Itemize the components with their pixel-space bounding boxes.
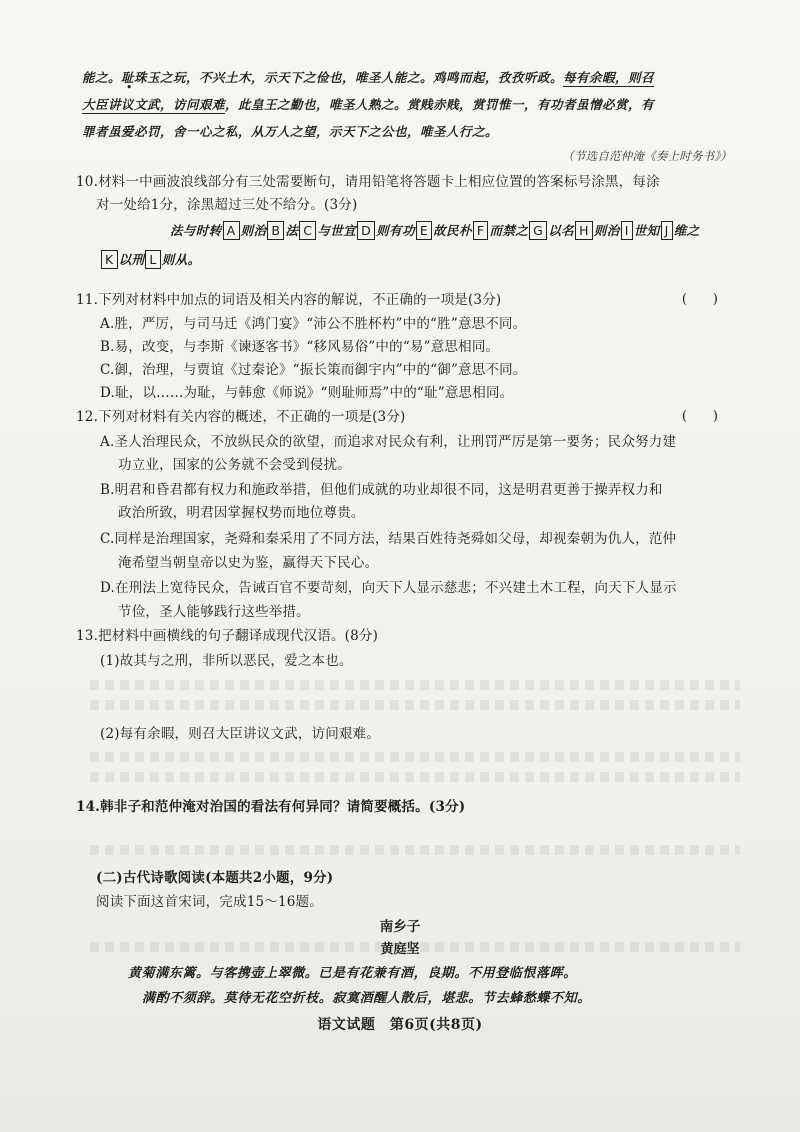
sentence-segment: 故民朴 [433, 223, 472, 238]
q11-option-d[interactable]: D.耻，以……为耻，与韩愈《师说》“则耻师焉”中的“耻”意思相同。 [100, 385, 514, 401]
passage-text: 珠玉之玩，不兴土木，示天下之俭也，唯圣人能之。鸡鸣而起，孜孜听政。 [134, 70, 564, 85]
answer-box-k[interactable]: K [101, 250, 118, 269]
sentence-segment: 则治 [240, 223, 267, 238]
passage-line-2 [82, 95, 654, 113]
passage-text: ，此皇王之勤也，唯圣人熟之。赏贱赤贱，赏罚惟一，有功者虽憎必赏，有 [225, 97, 655, 112]
q11-answer-blank[interactable]: ( ) [681, 292, 718, 307]
poem-title: 南乡子 [379, 919, 421, 935]
q13-sentence-2: (2)每有余暇，则召大臣讲议文武，访问艰难。 [100, 726, 381, 742]
page-footer: 语文试题 第6页(共8页) [317, 1017, 483, 1033]
bleed-through [90, 772, 740, 782]
q12-answer-blank[interactable]: ( ) [681, 409, 718, 424]
sentence-segment: 以刑 [118, 252, 145, 267]
bleed-through [90, 700, 740, 710]
answer-box-i[interactable]: I [621, 221, 633, 240]
sentence-segment: 而禁之 [489, 223, 529, 238]
q12-option-b[interactable]: B.明君和昏君都有权力和施政举措，但他们成就的功业却很不同，这是明君更善于操弄权力和 [100, 482, 663, 498]
answer-box-f[interactable]: F [473, 221, 489, 240]
section-2-intro: 阅读下面这首宋词，完成15～16题。 [96, 894, 323, 910]
q12-option-c[interactable]: C.同样是治理国家，尧舜和秦采用了不同方法，结果百姓待尧舜如父母，却视秦朝为仇人，范仲 [100, 531, 677, 547]
underlined-sentence: 大臣讲议文武，访问艰难 [82, 97, 226, 112]
q10-option-row-2 [100, 250, 201, 269]
answer-box-l[interactable]: L [145, 250, 160, 269]
q13-sentence-1: (1)故其与之刑，非所以恶民，爱之本也。 [100, 653, 353, 669]
passage-line-1 [82, 68, 654, 86]
sentence-segment: 与世宜 [317, 223, 357, 238]
passage-text: 能之。 [82, 70, 122, 85]
answer-box-a[interactable]: A [223, 221, 240, 240]
sentence-segment: 以名 [548, 223, 575, 238]
section-2-title: (二)古代诗歌阅读(本题共2小题，9分) [96, 870, 334, 886]
passage-line-3: 罪者虽爱必罚，舍一心之私，从万人之望，示天下之公也，唯圣人行之。 [82, 124, 499, 139]
bleed-through [90, 845, 740, 855]
answer-box-c[interactable]: C [299, 221, 316, 240]
poem-stanza-1: 黄菊满东篱。与客携壶上翠微。已是有花兼有酒，良期。不用登临恨落晖。 [128, 966, 577, 981]
answer-box-d[interactable]: D [357, 221, 375, 240]
underlined-sentence: 每有余暇，则召 [563, 70, 655, 85]
q12-option-c-cont: 淹希望当朝皇帝以史为鉴，赢得天下民心。 [118, 555, 379, 571]
q13-stem: 13.把材料中画横线的句子翻译成现代汉语。(8分) [76, 628, 379, 644]
sentence-segment: 世知 [633, 223, 660, 238]
answer-box-e[interactable]: E [416, 221, 432, 240]
q14-stem: 14.韩非子和范仲淹对治国的看法有何异同？请简要概括。(3分) [76, 799, 466, 815]
sentence-segment: 维之 [673, 223, 700, 238]
sentence-segment: 法 [285, 223, 299, 238]
passage-source: （节选自范仲淹《奏上时务书》） [562, 149, 732, 163]
q12-option-a[interactable]: A.圣人治理民众，不放纵民众的欲望，而追求对民众有利，让刑罚严厉是第一要务；民众努力建 [100, 434, 677, 450]
bleed-through [90, 752, 740, 762]
q12-option-d[interactable]: D.在刑法上宽待民众，告诫百官不要苛刻，向天下人显示慈悲；不兴建土木工程，向天下人显示 [100, 580, 677, 596]
q10-stem-line-2: 对一处给1分，涂黑超过三处不给分。(3分) [96, 197, 358, 213]
q10-stem-line-1: 10.材料一中画波浪线部分有三处需要断句，请用铅笔将答题卡上相应位置的答案标号涂黑，每涂 [76, 174, 660, 190]
dotted-word: 耻 [121, 70, 135, 85]
answer-box-j[interactable]: J [661, 221, 673, 240]
answer-box-h[interactable]: H [575, 221, 593, 240]
sentence-segment: 则有功 [376, 223, 415, 238]
sentence-segment: 则治 [593, 223, 620, 238]
answer-box-b[interactable]: B [267, 221, 284, 240]
q12-option-d-cont: 节俭，圣人能够践行这些举措。 [118, 604, 310, 620]
poem-author: 黄庭坚 [380, 942, 420, 957]
q11-stem: 11.下列对材料中加点的词语及相关内容的解说，不正确的一项是(3分) [76, 292, 502, 308]
q11-option-b[interactable]: B.易，改变，与李斯《谏逐客书》“移风易俗”中的“易”意思相同。 [100, 339, 500, 355]
answer-box-g[interactable]: G [529, 221, 547, 240]
q12-option-a-cont: 功立业，国家的公务就不会受到侵扰。 [118, 457, 351, 473]
sentence-segment: 法与时转 [170, 223, 222, 238]
bleed-through [90, 680, 740, 690]
q11-option-c[interactable]: C.御，治理，与贾谊《过秦论》“振长策而御宇内”中的“御”意思不同。 [100, 362, 527, 378]
q12-stem: 12.下列对材料有关内容的概述，不正确的一项是(3分) [76, 409, 406, 425]
poem-stanza-2: 满酌不须辞。莫待无花空折枝。寂寞酒醒人散后，堪悲。节去蜂愁蝶不知。 [142, 991, 591, 1006]
bleed-through [90, 942, 740, 952]
q10-option-row-1 [170, 221, 700, 240]
q11-option-a[interactable]: A.胜，严厉，与司马迁《鸿门宴》“沛公不胜杯杓”中的“胜”意思不同。 [100, 316, 527, 332]
q12-option-b-cont: 政治所致，明君因掌握权势而地位尊贵。 [118, 505, 365, 521]
sentence-segment: 则从。 [161, 252, 201, 267]
